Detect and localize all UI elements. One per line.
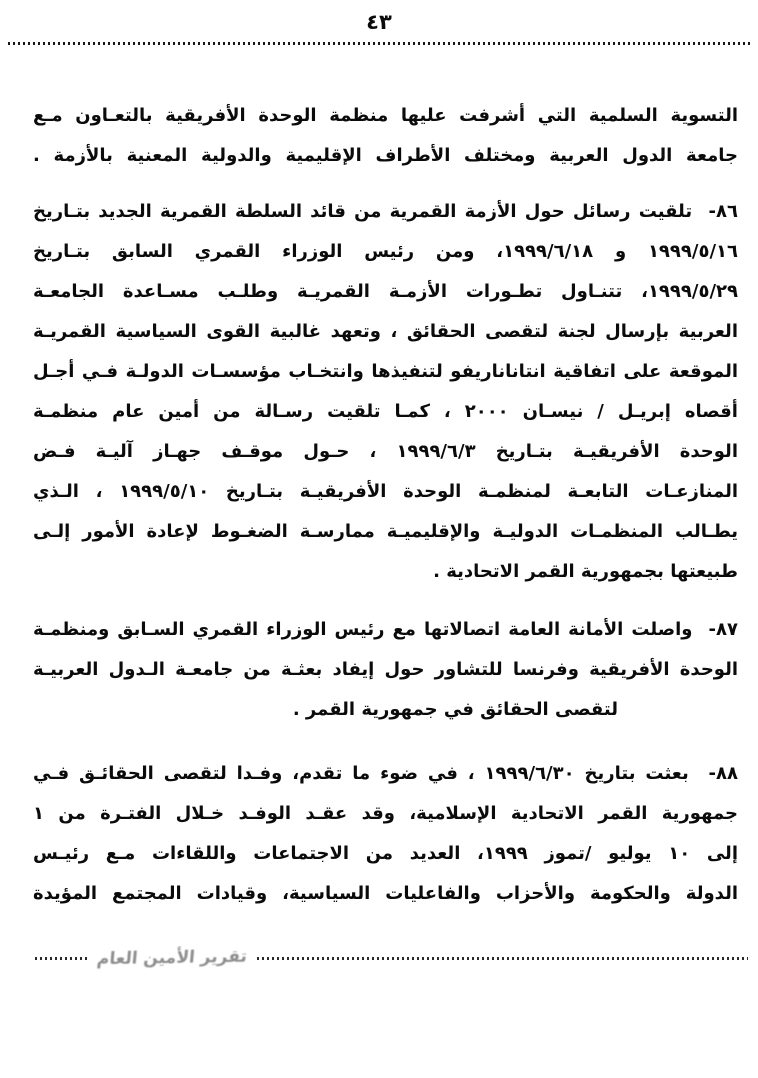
text-line: جمهورية القمر الاتحادية الإسلامية، وقد عقـد الوفـد خـلال الفتـرة من ١ (33, 803, 738, 824)
text-line: الوحدة الأفريقيـة بتـاريخ ١٩٩٩/٦/٣ ، حـول موقـف جهـاز آليـة فـض (33, 441, 738, 462)
text-line: ٨٧- واصلت الأمانة العامة اتصالاتها مع رئيس الوزراء القمري السـابق ومنظمـة (33, 619, 738, 640)
text-line: الوحدة الأفريقية وفرنسا للتشاور حول إيفاد بعثـة من جامعـة الـدول العربيـة (33, 659, 738, 680)
page-footer (35, 948, 748, 968)
text-line: الموقعة على اتفاقية انتاناناريفو لتنفيذها وانتخـاب مؤسسـات الدولـة فـي أجـل (33, 361, 738, 382)
text-line: إلى ١٠ يوليو /تموز ١٩٩٩، العديد من الاجتماعات واللقاءات مـع رئيـس (33, 843, 738, 864)
text-line: جامعة الدول العربية ومختلف الأطراف الإقليمية والدولية المعنية بالأزمة . (33, 145, 738, 166)
text-line: يطـالب المنظمـات الدوليـة والإقليميـة ممارسـة الضغـوط لإعادة الأمور إلـى (33, 521, 738, 542)
numbered-paragraph (33, 754, 738, 914)
text-line: ٨٦- تلقيت رسائل حول الأزمة القمرية من قائد السلطة القمرية الجديد بتـاريخ (33, 201, 738, 222)
text-line: الدولة والحكومة والأحزاب والفاعليات السياسية، وقيادات المجتمع المؤيدة (33, 883, 738, 904)
intro-paragraph (33, 96, 738, 176)
numbered-paragraphs (33, 192, 738, 914)
text-line: التسوية السلمية التي أشرفت عليها منظمة الوحدة الأفريقية بالتعـاون مـع (33, 105, 738, 126)
text-line: ١٩٩٩/٥/١٦ و ١٩٩٩/٦/١٨، ومن رئيس الوزراء القمري السابق بتـاريخ (33, 241, 738, 262)
paragraph-number: ٨٦- (708, 201, 738, 222)
numbered-paragraph (33, 610, 738, 730)
text-line: ١٩٩٩/٥/٢٩، تتنـاول تطـورات الأزمـة القمريـة وطلـب مسـاعدة الجامعـة (33, 281, 738, 302)
text-line: أقصاه إبريـل / نيسـان ٢٠٠٠ ، كمـا تلقيت رسـالة من أمين عام منظمـة (33, 401, 738, 422)
page-number: ٤٣ (366, 10, 392, 34)
report-body (33, 96, 738, 914)
text-line: العربية بإرسال لجنة لتقصى الحقائق ، وتعهد غالبية القوى السياسية القمريـة (33, 321, 738, 342)
text-line: ٨٨- بعثت بتاريخ ١٩٩٩/٦/٣٠ ، في ضوء ما تقدم، وفـدا لتقصى الحقائـق فـي (33, 763, 738, 784)
text-line: لتقصى الحقائق في جمهورية القمر . (292, 699, 618, 720)
top-divider (8, 42, 750, 45)
text-line: المنازعـات التابعـة لمنظمـة الوحدة الأفريقيـة بتـاريخ ١٩٩٩/٥/١٠ ، الـذي (33, 481, 738, 502)
footer-running-title: تقرير الأمين العام (95, 946, 248, 970)
numbered-paragraph (33, 192, 738, 592)
footer-divider-right (257, 957, 748, 960)
paragraph-number: ٨٨- (708, 763, 738, 784)
paragraph-number: ٨٧- (708, 619, 738, 640)
text-line: طبيعتها بجمهورية القمر الاتحادية . (433, 561, 738, 582)
footer-divider-left (35, 957, 87, 960)
